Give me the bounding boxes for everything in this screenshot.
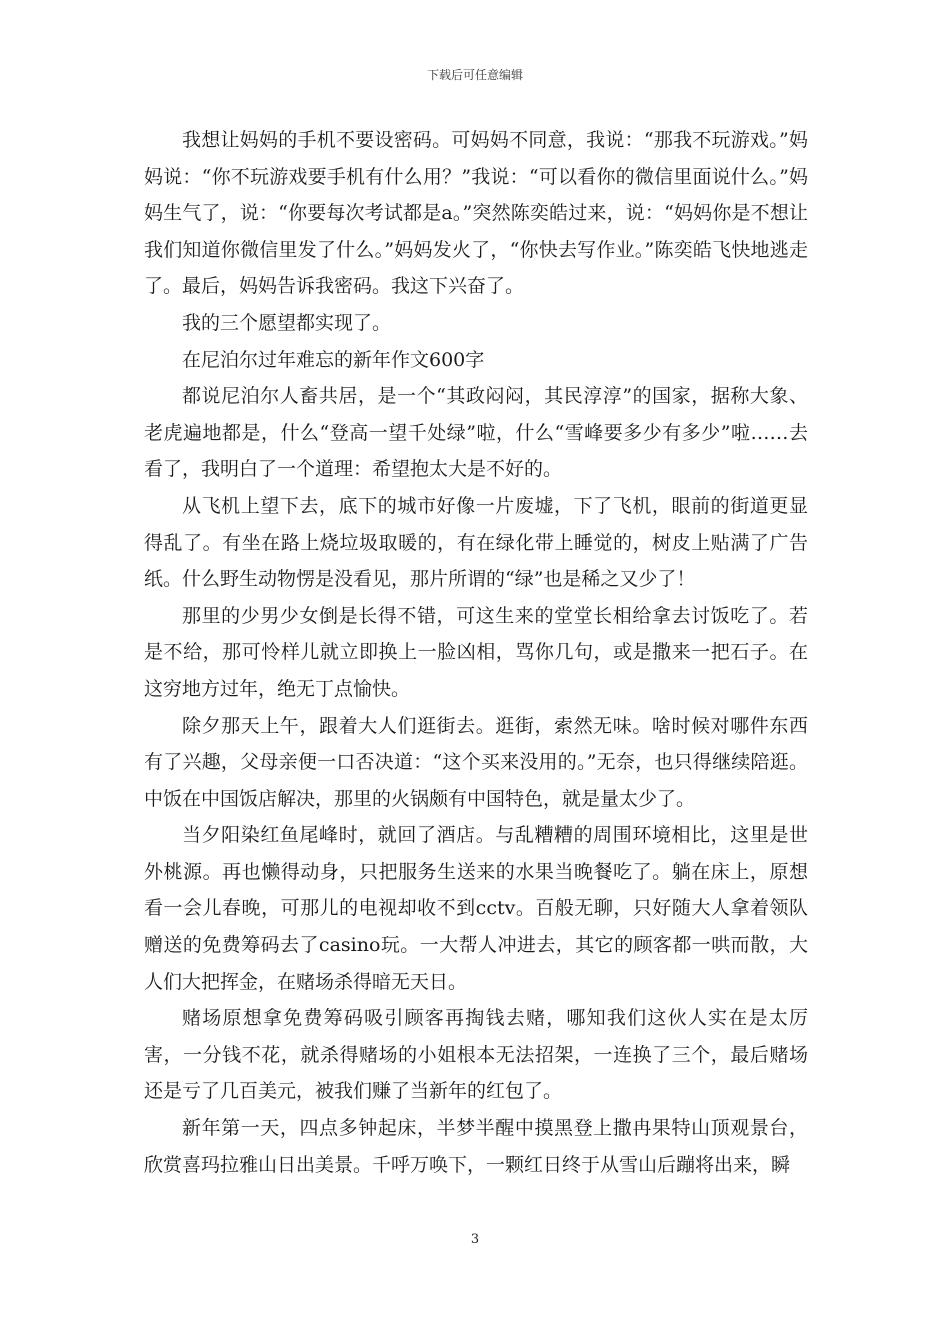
paragraph: 新年第一天，四点多钟起床，半梦半醒中摸黑登上撒冉果特山顶观景台，欣赏喜玛拉雅山日出美景。千呼万唤下，一颗红日终于从雪山后蹦将出来，瞬 xyxy=(144,1117,808,1176)
page-header: 下载后可任意编辑 xyxy=(426,68,523,82)
document-body xyxy=(144,122,808,1183)
essay-title: 在尼泊尔过年难忘的新年作文600字 xyxy=(182,348,485,371)
paragraph: 我的三个愿望都实现了。 xyxy=(182,311,392,334)
paragraph: 我想让妈妈的手机不要设密码。可妈妈不同意，我说：“那我不玩游戏。”妈妈说：“你不玩游戏要手机有什么用？”我说：“可以看你的微信里面说什么。”妈妈生气了，说：“你要每次考试都是a。”突然陈奕皓过来，说：“妈妈你是不想让我们知道你微信里发了什么。”妈妈发火了，“你快去写作业。”陈奕皓飞快地逃走了。最后，妈妈告诉我密码。我这下兴奋了。 xyxy=(144,129,808,298)
page-number: 3 xyxy=(470,1232,480,1247)
paragraph: 那里的少男少女倒是长得不错，可这生来的堂堂长相给拿去讨饭吃了。若是不给，那可怜样儿就立即换上一脸凶相，骂你几句，或是撒来一把石子。在这穷地方过年，绝无丁点愉快。 xyxy=(144,604,808,700)
paragraph: 除夕那天上午，跟着大人们逛街去。逛街，索然无味。啥时候对哪件东西有了兴趣，父母亲便一口否决道：“这个买来没用的。”无奈，也只得继续陪逛。中饭在中国饭店解决，那里的火锅颇有中国特色，就是量太少了。 xyxy=(144,714,808,810)
paragraph: 当夕阳染红鱼尾峰时，就回了酒店。与乱糟糟的周围环境相比，这里是世外桃源。再也懒得动身，只把服务生送来的水果当晚餐吃了。躺在床上，原想看一会儿春晚，可那儿的电视却收不到cctv。百般无聊，只好随大人拿着领队赠送的免费筹码去了casino玩。一大帮人冲进去，其它的顾客都一哄而散，大人们大把挥金，在赌场杀得暗无天日。 xyxy=(144,824,808,993)
paragraph: 赌场原想拿免费筹码吸引顾客再掏钱去赌，哪知我们这伙人实在是太厉害，一分钱不花，就杀得赌场的小姐根本无法招架，一连换了三个，最后赌场还是亏了几百美元，被我们赚了当新年的红包了。 xyxy=(144,1007,808,1103)
paragraph: 从飞机上望下去，底下的城市好像一片废墟，下了飞机，眼前的街道更显得乱了。有坐在路上烧垃圾取暖的，有在绿化带上睡觉的，树皮上贴满了广告纸。什么野生动物愣是没看见，那片所谓的“绿”也是稀之又少了！ xyxy=(144,494,808,591)
paragraph: 都说尼泊尔人畜共居，是一个“其政闷闷，其民淳淳”的国家，据称大象、老虎遍地都是，什么“登高一望千处绿”啦，什么“雪峰要多少有多少”啦……去看了，我明白了一个道理：希望抱太大是不好的。 xyxy=(144,385,808,481)
